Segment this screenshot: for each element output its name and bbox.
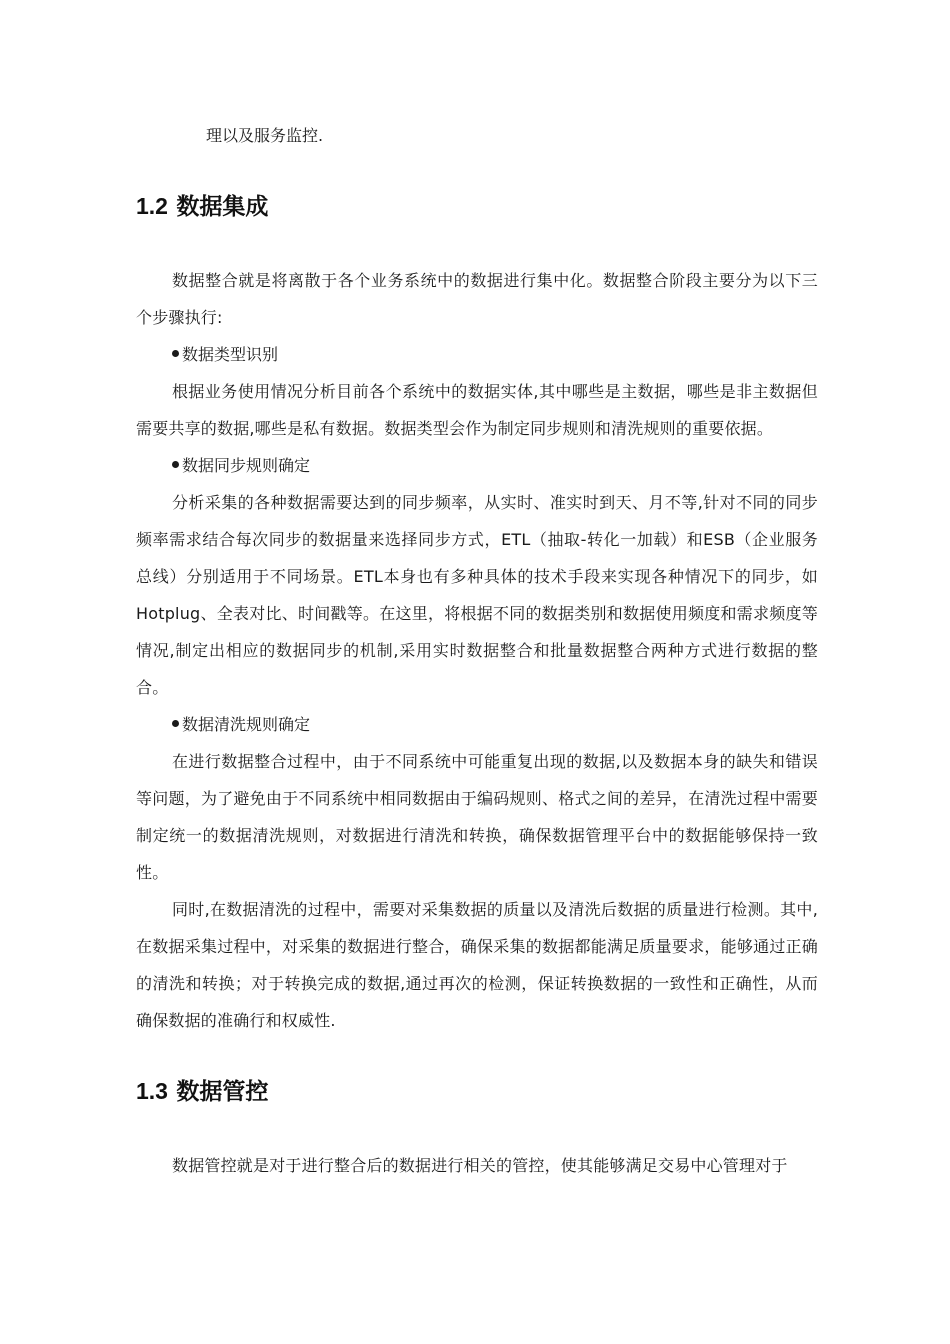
bullet-label: 数据类型识别 (182, 345, 279, 364)
body-paragraph: 分析采集的各种数据需要达到的同步频率，从实时、准实时到天、月不等,针对不同的同步频率需求结合每次同步的数据量来选择同步方式，ETL（抽取-转化一加载）和ESB（企业服务总线）分别适用于不同场景。ETL本身也有多种具体的技术手段来实现各种情况下的同步，如Hotplug、全表对比、时间戳等。在这里，将根据不同的数据类别和数据使用频度和需求频度等情况,制定出相应的数据同步的机制,采用实时数据整合和批量数据整合两种方式进行数据的整合。 (136, 493, 818, 697)
section-title: 数据集成 (176, 193, 269, 219)
bullet-dot-icon (172, 350, 179, 357)
continuation-text: 理以及服务监控. (206, 126, 324, 145)
section-intro-paragraph: 数据管控就是对于进行整合后的数据进行相关的管控，使其能够满足交易中心管理对于 (172, 1156, 788, 1175)
section-intro-paragraph: 数据整合就是将离散于各个业务系统中的数据进行集中化。数据整合阶段主要分为以下三个步骤执行: (136, 271, 818, 327)
bullet-dot-icon (172, 720, 179, 727)
section-heading-1-3 (136, 1075, 818, 1107)
body-paragraph: 同时,在数据清洗的过程中，需要对采集数据的质量以及清洗后数据的质量进行检测。其中,在数据采集过程中，对采集的数据进行整合，确保采集的数据都能满足质量要求，能够通过正确的清洗和转换；对于转换完成的数据,通过再次的检测，保证转换数据的一致性和正确性，从而确保数据的准确行和权威性. (136, 900, 818, 1030)
section-number: 1.2 (136, 193, 168, 219)
section-number: 1.3 (136, 1078, 168, 1104)
bullet-label: 数据清洗规则确定 (182, 715, 311, 734)
section-title: 数据管控 (176, 1078, 269, 1104)
bullet-heading (136, 336, 818, 373)
body-paragraph: 根据业务使用情况分析目前各个系统中的数据实体,其中哪些是主数据，哪些是非主数据但需要共享的数据,哪些是私有数据。数据类型会作为制定同步规则和清洗规则的重要依据。 (136, 382, 818, 438)
bullet-heading (136, 447, 818, 484)
bullet-label: 数据同步规则确定 (182, 456, 311, 475)
section-heading-1-2 (136, 190, 818, 222)
bullet-dot-icon (172, 461, 179, 468)
bullet-heading (136, 706, 818, 743)
body-paragraph: 在进行数据整合过程中，由于不同系统中可能重复出现的数据,以及数据本身的缺失和错误等问题，为了避免由于不同系统中相同数据由于编码规则、格式之间的差异，在清洗过程中需要制定统一的数据清洗规则，对数据进行清洗和转换，确保数据管理平台中的数据能够保持一致性。 (136, 752, 818, 882)
